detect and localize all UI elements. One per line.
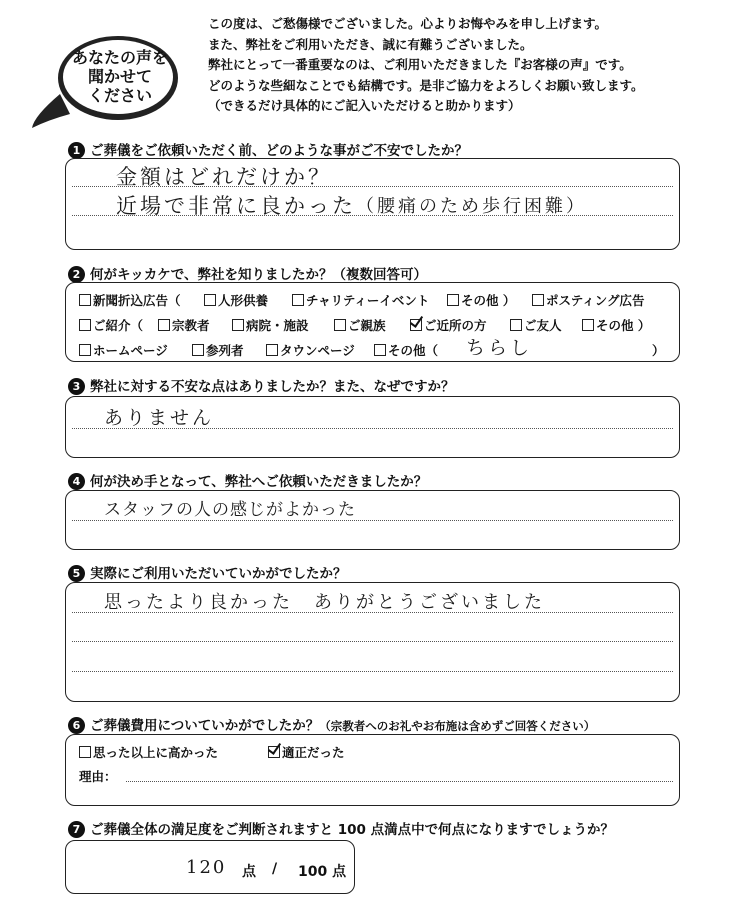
option-doll[interactable]: 人形供養 (204, 291, 268, 309)
handwritten-answer: ありません (104, 407, 215, 429)
checkbox[interactable] (79, 746, 91, 758)
dotted-line (126, 781, 673, 782)
question-text: 弊社に対する不安な点はありましたか？また、なぜですか？ (90, 379, 455, 395)
score-box[interactable] (65, 840, 355, 894)
question-1 (68, 139, 468, 159)
checkbox[interactable] (192, 344, 204, 356)
option-relatives[interactable]: ご親族 (334, 316, 386, 334)
question-text: 何がキッカケで、弊社を知りましたか？（複数回答可） (90, 267, 427, 283)
bubble-text (58, 48, 182, 105)
question-text: 何が決め手となって、弊社へご依頼いただきましたか？ (90, 474, 428, 490)
question-number: 1 (68, 142, 85, 159)
option-hospital[interactable]: 病院・施設 (232, 316, 309, 334)
option-referral[interactable]: ご紹介（ (79, 316, 143, 334)
bubble-line: ください (87, 86, 152, 105)
handwritten-answer: スタッフの人の感じがよかった (104, 500, 356, 520)
question-4 (68, 470, 427, 490)
question-6 (68, 714, 595, 734)
score-max: 100 点 (298, 864, 347, 880)
reason-label: 理由： (79, 769, 117, 784)
checkbox[interactable] (292, 294, 304, 306)
checkbox[interactable] (334, 319, 346, 331)
question-number: 3 (68, 378, 85, 395)
intro-line: どのような些細なことでも結構です。是非ご協力をよろしくお願い致します。 (208, 77, 644, 93)
question-text: ご葬儀全体の満足度をご判断されますと 100 点満点中で何点になりますでしょうか？ (90, 822, 614, 838)
handwritten-answer: ありがとうございました (314, 592, 545, 613)
checkbox-checked[interactable] (268, 746, 280, 758)
handwritten-answer: 思ったより良かった (104, 592, 293, 613)
intro-line: 弊社にとって一番重要なのは、ご利用いただきました『お客様の声』です。 (208, 57, 632, 72)
option-townpage[interactable]: タウンページ (266, 341, 355, 359)
question-number: 4 (68, 473, 85, 490)
handwritten-answer: 金額はどれだけか？ (116, 165, 332, 189)
speech-bubble (30, 34, 180, 144)
option-religious[interactable]: 宗教者 (158, 316, 210, 334)
checkbox[interactable] (79, 319, 91, 331)
option-neighbor[interactable]: ご近所の方 (410, 316, 487, 334)
option-friend[interactable]: ご友人 (510, 316, 562, 334)
question-7 (68, 818, 614, 838)
question-number: 2 (68, 266, 85, 283)
option-other-1[interactable]: その他 ） (447, 291, 515, 309)
answer-box-6 (65, 734, 680, 806)
options-box-2 (65, 282, 680, 362)
question-number: 5 (68, 565, 85, 582)
option-posting[interactable]: ポスティング広告 (532, 291, 645, 309)
intro-line: この度は、ご愁傷様でございました。心よりお悔やみを申し上げます。 (208, 16, 608, 31)
option-homepage[interactable]: ホームページ (79, 341, 168, 359)
dotted-line (72, 520, 673, 521)
handwritten-answer: 近場で非常に良かった (116, 194, 356, 218)
question-3 (68, 375, 455, 395)
checkbox[interactable] (582, 319, 594, 331)
answer-box-5[interactable] (65, 582, 680, 702)
option-newspaper[interactable]: 新聞折込広告（ (79, 291, 181, 309)
question-2 (68, 263, 427, 283)
answer-box-4[interactable] (65, 490, 680, 550)
checkbox-checked[interactable] (410, 319, 422, 331)
checkbox[interactable] (158, 319, 170, 331)
close-paren: ） (652, 343, 665, 358)
question-text: ご葬儀をご依頼いただく前、どのような事がご不安でしたか？ (90, 143, 468, 159)
handwritten-answer: （腰痛のため歩行困難） (356, 196, 587, 217)
handwritten-score: 120 (186, 857, 227, 878)
checkbox[interactable] (266, 344, 278, 356)
bubble-line: あなたの声を (71, 48, 168, 67)
checkbox[interactable] (532, 294, 544, 306)
dotted-line (72, 671, 673, 672)
question-number: 7 (68, 821, 85, 838)
checkbox[interactable] (204, 294, 216, 306)
option-other-3[interactable]: その他（ (374, 341, 438, 359)
dotted-line (72, 641, 673, 642)
option-attendee[interactable]: 参列者 (192, 341, 244, 359)
option-reasonable[interactable]: 適正だった (268, 743, 345, 761)
score-unit: 点 (242, 864, 256, 880)
question-text: 実際にご利用いただいていかがでしたか？ (90, 566, 347, 582)
bubble-line: 聞かせて (87, 67, 152, 86)
checkbox[interactable] (447, 294, 459, 306)
intro-line: （できるだけ具体的にご記入いただけると助かります） (208, 98, 521, 113)
checkbox[interactable] (79, 344, 91, 356)
option-charity[interactable]: チャリティーイベント (292, 291, 429, 309)
handwritten-answer: ちらし (466, 337, 533, 359)
checkbox[interactable] (510, 319, 522, 331)
answer-box-3[interactable] (65, 396, 680, 458)
option-other-2[interactable]: その他 ） (582, 316, 650, 334)
option-too-expensive[interactable]: 思った以上に高かった (79, 743, 218, 761)
question-note: （宗教者へのお礼やお布施は含めずご回答ください） (319, 719, 596, 733)
answer-box-1[interactable] (65, 158, 680, 250)
intro-text (208, 14, 738, 117)
intro-line: また、弊社をご利用いただき、誠に有難うございました。 (208, 36, 533, 52)
question-number: 6 (68, 717, 85, 734)
question-text: ご葬儀費用についていかがでしたか？ (90, 718, 320, 734)
checkbox[interactable] (79, 294, 91, 306)
score-slash: / (272, 861, 278, 877)
question-5 (68, 562, 347, 582)
checkbox[interactable] (232, 319, 244, 331)
checkbox[interactable] (374, 344, 386, 356)
